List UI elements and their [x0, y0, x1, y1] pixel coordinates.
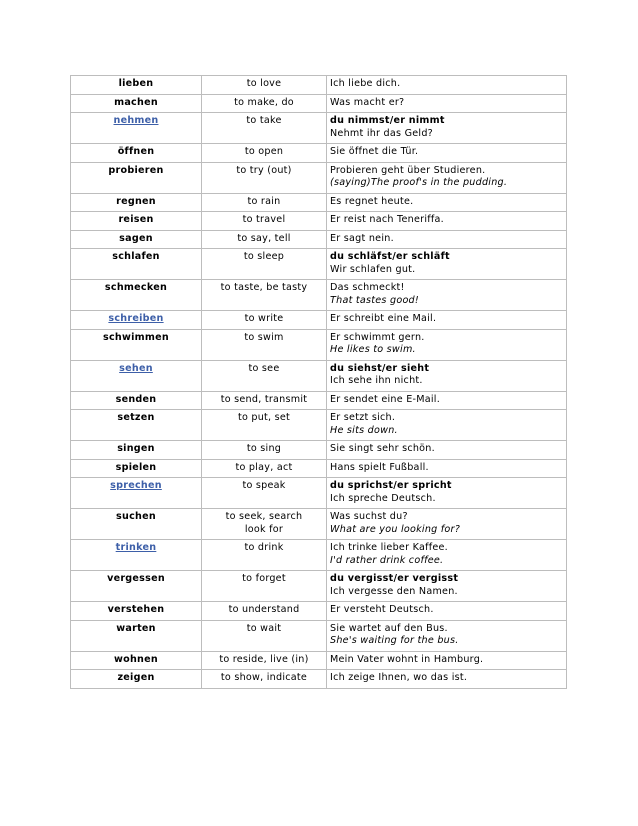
verb-cell — [71, 478, 202, 509]
example-sentence: Sie öffnet die Tür. — [330, 146, 419, 157]
meaning-cell — [202, 76, 327, 95]
meaning-text: to love — [246, 78, 282, 89]
example-cell — [327, 249, 567, 280]
table-row — [71, 670, 567, 689]
example-sentence: Er schreibt eine Mail. — [330, 313, 437, 324]
verb-cell — [71, 670, 202, 689]
example-sentence: Probieren geht über Studieren. — [330, 164, 486, 176]
example-sentence: Ich spreche Deutsch. — [330, 492, 436, 504]
verb-link[interactable]: trinken — [115, 542, 157, 553]
meaning-text: to travel — [242, 214, 286, 225]
meaning-cell — [202, 329, 327, 360]
example-sentence: Sie wartet auf den Bus. — [330, 622, 448, 634]
verb-link[interactable]: sprechen — [110, 480, 162, 491]
verb-cell — [71, 311, 202, 330]
verb-cell — [71, 212, 202, 231]
meaning-text: to drink — [244, 542, 284, 553]
meaning-text: to taste, be tasty — [220, 282, 308, 293]
table-row — [71, 459, 567, 478]
verb-cell — [71, 410, 202, 441]
example-cell — [327, 193, 567, 212]
verb-cell — [71, 602, 202, 621]
meaning-text: to understand — [228, 604, 300, 615]
conjugation-text: du vergisst/er vergisst — [330, 573, 459, 584]
example-cell — [327, 230, 567, 249]
verb-cell — [71, 76, 202, 95]
verb-cell — [71, 94, 202, 113]
example-cell — [327, 540, 567, 571]
verb-text: warten — [116, 622, 156, 634]
example-sentence: He sits down. — [330, 424, 398, 436]
meaning-cell — [202, 212, 327, 231]
vocabulary-table-body — [71, 76, 567, 689]
verb-text: singen — [117, 443, 155, 454]
verb-cell — [71, 360, 202, 391]
table-row — [71, 509, 567, 540]
meaning-text: to put, set — [237, 412, 291, 423]
example-cell — [327, 478, 567, 509]
example-cell — [327, 144, 567, 163]
meaning-cell — [202, 478, 327, 509]
verb-text: setzen — [117, 412, 155, 423]
table-row — [71, 94, 567, 113]
example-cell — [327, 113, 567, 144]
verb-cell — [71, 280, 202, 311]
example-cell — [327, 360, 567, 391]
table-row — [71, 212, 567, 231]
example-sentence: Was suchst du? — [330, 511, 408, 522]
verb-text: wohnen — [114, 653, 158, 665]
example-sentence: Ich trinke lieber Kaffee. — [330, 542, 448, 553]
meaning-text: to make, do — [234, 96, 294, 108]
table-row — [71, 571, 567, 602]
table-row — [71, 113, 567, 144]
verb-cell — [71, 509, 202, 540]
table-row — [71, 311, 567, 330]
meaning-cell — [202, 193, 327, 212]
table-row — [71, 193, 567, 212]
meaning-text: to speak — [242, 480, 286, 491]
verb-text: lieben — [118, 78, 154, 89]
example-sentence: Er sagt nein. — [330, 232, 394, 244]
verb-text: regnen — [116, 195, 156, 207]
example-cell — [327, 391, 567, 410]
example-sentence: Er sendet eine E-Mail. — [330, 393, 441, 405]
conjugation-text: du siehst/er sieht — [330, 362, 430, 374]
example-sentence: (saying)The proof's in the pudding. — [330, 177, 508, 188]
table-row — [71, 391, 567, 410]
example-sentence: Das schmeckt! — [330, 282, 405, 293]
example-cell — [327, 162, 567, 193]
verb-cell — [71, 193, 202, 212]
table-row — [71, 540, 567, 571]
table-row — [71, 410, 567, 441]
verb-cell — [71, 144, 202, 163]
example-cell — [327, 212, 567, 231]
meaning-cell — [202, 459, 327, 478]
meaning-text: to say, tell — [237, 232, 291, 244]
meaning-text: to show, indicate — [220, 672, 308, 683]
meaning-text: to open — [244, 146, 284, 157]
verb-text: öffnen — [117, 146, 155, 157]
verb-text: spielen — [115, 461, 157, 473]
meaning-text: to see — [248, 362, 280, 374]
meaning-text: look for — [244, 523, 284, 535]
example-cell — [327, 459, 567, 478]
verb-cell — [71, 571, 202, 602]
example-cell — [327, 602, 567, 621]
table-row — [71, 602, 567, 621]
meaning-cell — [202, 602, 327, 621]
table-row — [71, 441, 567, 460]
example-cell — [327, 651, 567, 670]
vocabulary-table — [70, 75, 567, 689]
example-cell — [327, 441, 567, 460]
example-cell — [327, 509, 567, 540]
meaning-cell — [202, 670, 327, 689]
verb-cell — [71, 459, 202, 478]
meaning-text: to reside, live (in) — [219, 653, 309, 665]
meaning-text: to seek, search — [225, 511, 303, 522]
meaning-cell — [202, 571, 327, 602]
meaning-cell — [202, 144, 327, 163]
example-sentence: I'd rather drink coffee. — [330, 554, 444, 566]
example-sentence: He likes to swim. — [330, 344, 416, 355]
example-sentence: Ich liebe dich. — [330, 78, 401, 89]
verb-cell — [71, 620, 202, 651]
example-sentence: Hans spielt Fußball. — [330, 461, 429, 473]
example-cell — [327, 670, 567, 689]
meaning-text: to forget — [242, 573, 286, 584]
table-row — [71, 280, 567, 311]
verb-cell — [71, 391, 202, 410]
example-cell — [327, 571, 567, 602]
verb-text: suchen — [116, 511, 156, 522]
meaning-cell — [202, 311, 327, 330]
example-cell — [327, 620, 567, 651]
table-row — [71, 162, 567, 193]
verb-text: sagen — [119, 232, 153, 244]
verb-cell — [71, 441, 202, 460]
example-sentence: Was macht er? — [330, 96, 405, 108]
table-row — [71, 329, 567, 360]
meaning-text: to wait — [246, 622, 282, 634]
example-sentence: That tastes good! — [330, 294, 419, 306]
example-cell — [327, 94, 567, 113]
meaning-cell — [202, 113, 327, 144]
example-sentence: What are you looking for? — [330, 523, 461, 535]
verb-cell — [71, 162, 202, 193]
verb-cell — [71, 113, 202, 144]
meaning-text: to take — [246, 115, 282, 126]
verb-text: schwimmen — [103, 331, 169, 343]
verb-link[interactable]: sehen — [119, 362, 153, 374]
meaning-cell — [202, 651, 327, 670]
meaning-cell — [202, 162, 327, 193]
meaning-cell — [202, 94, 327, 113]
conjugation-text: du nimmst/er nimmt — [330, 115, 445, 126]
table-row — [71, 651, 567, 670]
meaning-text: to sing — [246, 443, 282, 454]
verb-cell — [71, 329, 202, 360]
table-row — [71, 249, 567, 280]
verb-cell — [71, 540, 202, 571]
meaning-text: to play, act — [235, 461, 293, 473]
example-sentence: Ich sehe ihn nicht. — [330, 375, 423, 386]
verb-text: probieren — [108, 164, 164, 176]
example-cell — [327, 329, 567, 360]
example-sentence: Es regnet heute. — [330, 195, 414, 207]
example-cell — [327, 311, 567, 330]
table-row — [71, 620, 567, 651]
verb-cell — [71, 249, 202, 280]
meaning-cell — [202, 391, 327, 410]
example-sentence: Wir schlafen gut. — [330, 263, 416, 275]
verb-text: schlafen — [112, 251, 160, 262]
verb-text: zeigen — [117, 672, 155, 683]
example-sentence: Nehmt ihr das Geld? — [330, 127, 434, 139]
example-sentence: Mein Vater wohnt in Hamburg. — [330, 653, 484, 665]
verb-cell — [71, 651, 202, 670]
meaning-cell — [202, 249, 327, 280]
example-sentence: Ich vergesse den Namen. — [330, 585, 458, 597]
meaning-text: to try (out) — [236, 164, 292, 176]
table-row — [71, 144, 567, 163]
example-cell — [327, 410, 567, 441]
example-sentence: Er setzt sich. — [330, 412, 396, 423]
conjugation-text: du sprichst/er spricht — [330, 480, 452, 491]
meaning-text: to send, transmit — [220, 393, 308, 405]
verb-cell — [71, 230, 202, 249]
verb-link[interactable]: nehmen — [113, 115, 159, 126]
example-sentence: She's waiting for the bus. — [330, 635, 459, 646]
meaning-cell — [202, 620, 327, 651]
meaning-cell — [202, 540, 327, 571]
table-row — [71, 478, 567, 509]
example-sentence: Sie singt sehr schön. — [330, 443, 435, 454]
verb-text: senden — [115, 393, 157, 405]
verb-text: reisen — [118, 214, 154, 225]
example-cell — [327, 76, 567, 95]
table-row — [71, 76, 567, 95]
meaning-cell — [202, 230, 327, 249]
example-sentence: Er reist nach Teneriffa. — [330, 214, 444, 225]
example-sentence: Er versteht Deutsch. — [330, 604, 434, 615]
meaning-text: to sleep — [243, 251, 285, 262]
verb-text: machen — [114, 96, 158, 108]
meaning-cell — [202, 280, 327, 311]
meaning-text: to swim — [244, 331, 284, 343]
meaning-cell — [202, 410, 327, 441]
example-sentence: Ich zeige Ihnen, wo das ist. — [330, 672, 468, 683]
table-row — [71, 360, 567, 391]
meaning-cell — [202, 360, 327, 391]
conjugation-text: du schläfst/er schläft — [330, 251, 450, 262]
verb-link[interactable]: schreiben — [108, 313, 164, 324]
meaning-text: to rain — [247, 195, 281, 207]
verb-text: schmecken — [104, 282, 168, 293]
verb-text: vergessen — [107, 573, 165, 584]
example-cell — [327, 280, 567, 311]
meaning-text: to write — [244, 313, 284, 324]
verb-text: verstehen — [107, 604, 165, 615]
table-row — [71, 230, 567, 249]
meaning-cell — [202, 441, 327, 460]
meaning-cell — [202, 509, 327, 540]
example-sentence: Er schwimmt gern. — [330, 331, 425, 343]
